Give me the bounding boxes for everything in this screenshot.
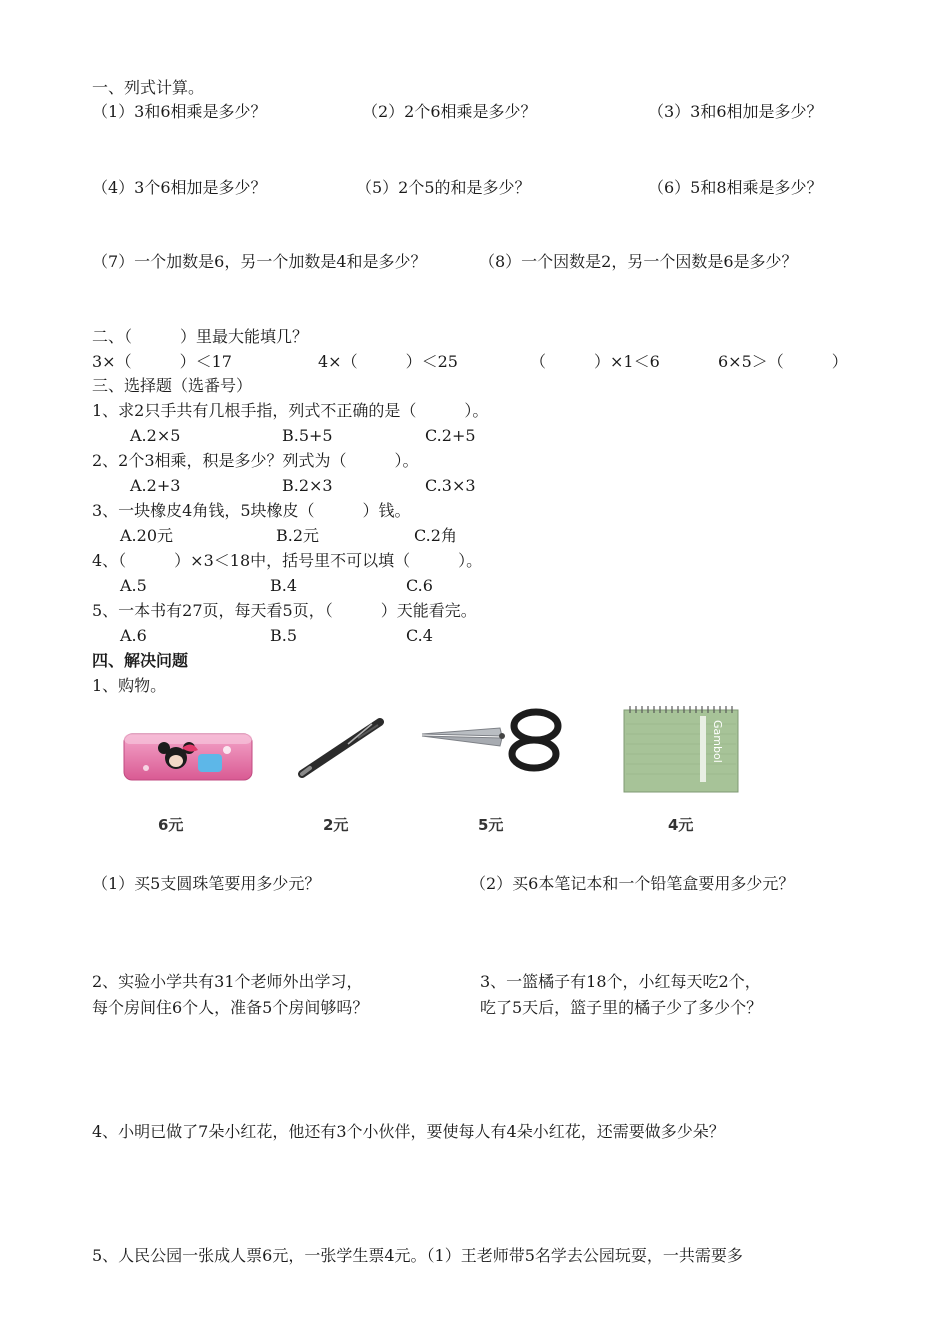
- problem-2-line-2: 每个房间住6个人，准备5个房间够吗？: [92, 998, 369, 1017]
- choice-option-1c: C.2+5: [425, 426, 476, 445]
- question-1-3: （3）3和6相加是多少？: [648, 102, 823, 121]
- section-1-title: 一、列式计算。: [92, 78, 205, 97]
- choice-option-2c: C.3×3: [425, 476, 476, 495]
- pen-price: 2元: [323, 816, 349, 834]
- section-4-title: 四、解决问题: [92, 651, 189, 670]
- question-1-2: （2）2个6相乘是多少？: [362, 102, 537, 121]
- notebook-price: 4元: [668, 816, 694, 834]
- choice-option-3c: C.2角: [414, 526, 457, 545]
- choice-question-4: 4、（ ）×3＜18中，括号里不可以填（ ）。: [92, 551, 483, 570]
- pen-icon: [296, 716, 388, 780]
- scissors-price: 5元: [478, 816, 504, 834]
- fill-item-1: 3×（ ）＜17: [92, 352, 232, 371]
- choice-option-5a: A.6: [120, 626, 147, 645]
- question-1-7: （7）一个加数是6，另一个加数是4和是多少？: [92, 252, 427, 271]
- choice-option-2b: B.2×3: [282, 476, 333, 495]
- question-1-6: （6）5和8相乘是多少？: [648, 178, 823, 197]
- question-1-5: （5）2个5的和是多少？: [356, 178, 531, 197]
- problem-1-q1: （1）买5支圆珠笔要用多少元？: [92, 874, 321, 893]
- choice-option-4b: B.4: [270, 576, 298, 595]
- question-1-4: （4）3个6相加是多少？: [92, 178, 267, 197]
- choice-question-3: 3、一块橡皮4角钱，5块橡皮（ ）钱。: [92, 501, 411, 520]
- problem-4: 4、小明已做了7朵小红花，他还有3个小伙伴，要使每人有4朵小红花，还需要做多少朵？: [92, 1122, 725, 1141]
- choice-option-1a: A.2×5: [130, 426, 181, 445]
- question-1-8: （8）一个因数是2，另一个因数是6是多少？: [479, 252, 798, 271]
- notebook-icon: [622, 704, 740, 794]
- fill-item-2: 4×（ ）＜25: [318, 352, 458, 371]
- problem-2-line-1: 2、实验小学共有31个老师外出学习，: [92, 972, 363, 991]
- choice-option-3b: B.2元: [276, 526, 320, 545]
- notebook-brand: Gambol: [711, 720, 724, 763]
- choice-option-5b: B.5: [270, 626, 298, 645]
- choice-question-5: 5、一本书有27页，每天看5页，（ ）天能看完。: [92, 601, 477, 620]
- choice-option-4c: C.6: [406, 576, 433, 595]
- choice-option-4a: A.5: [120, 576, 147, 595]
- fill-item-4: 6×5＞（ ）: [718, 352, 848, 371]
- choice-option-3a: A.20元: [120, 526, 174, 545]
- problem-1-q2: （2）买6本笔记本和一个铅笔盒要用多少元？: [470, 874, 795, 893]
- problem-5: 5、人民公园一张成人票6元，一张学生票4元。（1）王老师带5名学去公园玩耍，一共需要多: [92, 1246, 743, 1265]
- section-3-title: 三、选择题（选番号）: [92, 376, 253, 395]
- problem-3-line-2: 吃了5天后，篮子里的橘子少了多少个？: [480, 998, 763, 1017]
- scissors-icon: [418, 708, 564, 774]
- choice-option-1b: B.5+5: [282, 426, 333, 445]
- problem-1-title: 1、购物。: [92, 676, 167, 695]
- choice-option-5c: C.4: [406, 626, 433, 645]
- choice-option-2a: A.2+3: [130, 476, 181, 495]
- question-1-1: （1）3和6相乘是多少？: [92, 102, 267, 121]
- choice-question-1: 1、求2只手共有几根手指，列式不正确的是（ ）。: [92, 401, 489, 420]
- section-2-title: 二、（ ）里最大能填几？: [92, 327, 309, 346]
- fill-item-3: （ ）×1＜6: [530, 352, 660, 371]
- pencil-case-price: 6元: [158, 816, 184, 834]
- choice-question-2: 2、2个3相乘，积是多少？列式为（ ）。: [92, 451, 419, 470]
- problem-3-line-1: 3、一篮橘子有18个，小红每天吃2个，: [480, 972, 761, 991]
- pencil-case-icon: [122, 728, 254, 784]
